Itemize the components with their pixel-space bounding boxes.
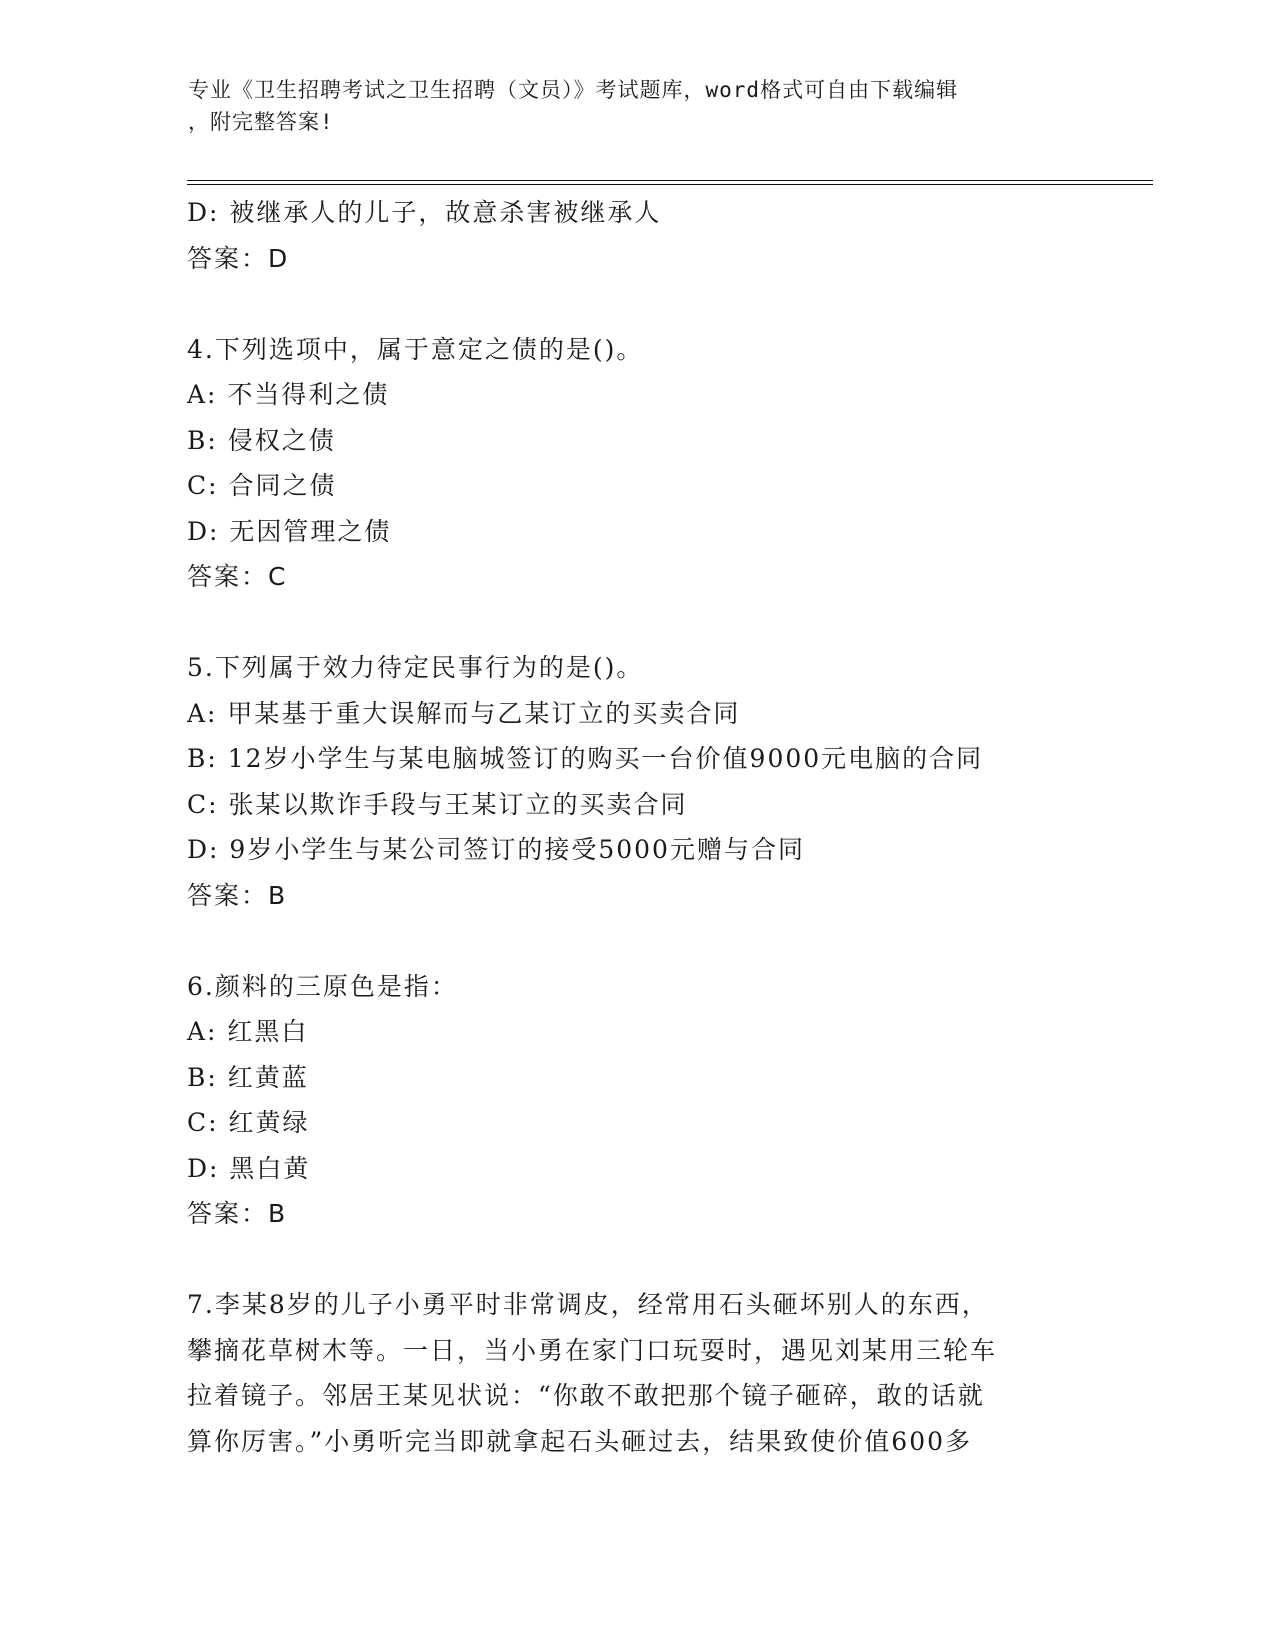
option-d: D: 无因管理之债 [187,516,392,546]
document-header [188,74,1068,138]
question-5 [187,645,1107,918]
answer: 答案：B [187,880,288,910]
question-stem-line-3: 拉着镜子。邻居王某见状说：“你敢不敢把那个镜子砸碎，敢的话就 [187,1381,985,1410]
answer: 答案：D [187,243,290,273]
question-stem: 6.颜料的三原色是指： [187,971,458,1001]
header-title-line-2: ，附完整答案! [188,110,334,134]
header-title-line-1: 专业《卫生招聘考试之卫生招聘（文员）》考试题库，word格式可自由下载编辑 [188,78,959,102]
option-b: B: 侵权之债 [187,425,336,455]
header-double-rule [187,180,1153,185]
option-d: D: 被继承人的儿子，故意杀害被继承人 [187,198,662,227]
question-3 [187,190,1107,281]
question-4 [187,327,1107,600]
question-stem-line-4: 算你厉害。”小勇听完当即就拿起石头砸过去，结果致使价值600多 [187,1426,973,1456]
answer: 答案：C [187,562,288,591]
option-a: A: 红黑白 [187,1017,309,1046]
option-d: D: 9岁小学生与某公司签订的接受5000元赠与合同 [187,835,805,864]
question-6 [187,964,1107,1237]
option-d: D: 黑白黄 [187,1153,311,1183]
question-list [187,190,1107,1464]
option-c: C: 红黄绿 [187,1108,310,1137]
option-b: B: 12岁小学生与某电脑城签订的购买一台价值9000元电脑的合同 [187,744,984,773]
option-a: A: 甲某基于重大误解而与乙某订立的买卖合同 [187,698,741,728]
option-b: B: 红黄蓝 [187,1062,309,1092]
option-a: A: 不当得利之债 [187,380,390,409]
question-stem-line-1: 7.李某8岁的儿子小勇平时非常调皮，经常用石头砸坏别人的东西， [187,1290,989,1319]
question-stem-line-2: 攀摘花草树木等。一日，当小勇在家门口玩耍时，遇见刘某用三轮车 [187,1335,998,1365]
answer: 答案：B [187,1199,288,1228]
question-stem: 5.下列属于效力待定民事行为的是()。 [187,653,644,682]
question-stem: 4.下列选项中，属于意定之债的是()。 [187,334,644,364]
option-c: C: 张某以欺诈手段与王某订立的买卖合同 [187,789,688,819]
option-c: C: 合同之债 [187,471,337,500]
question-7 [187,1282,1107,1464]
